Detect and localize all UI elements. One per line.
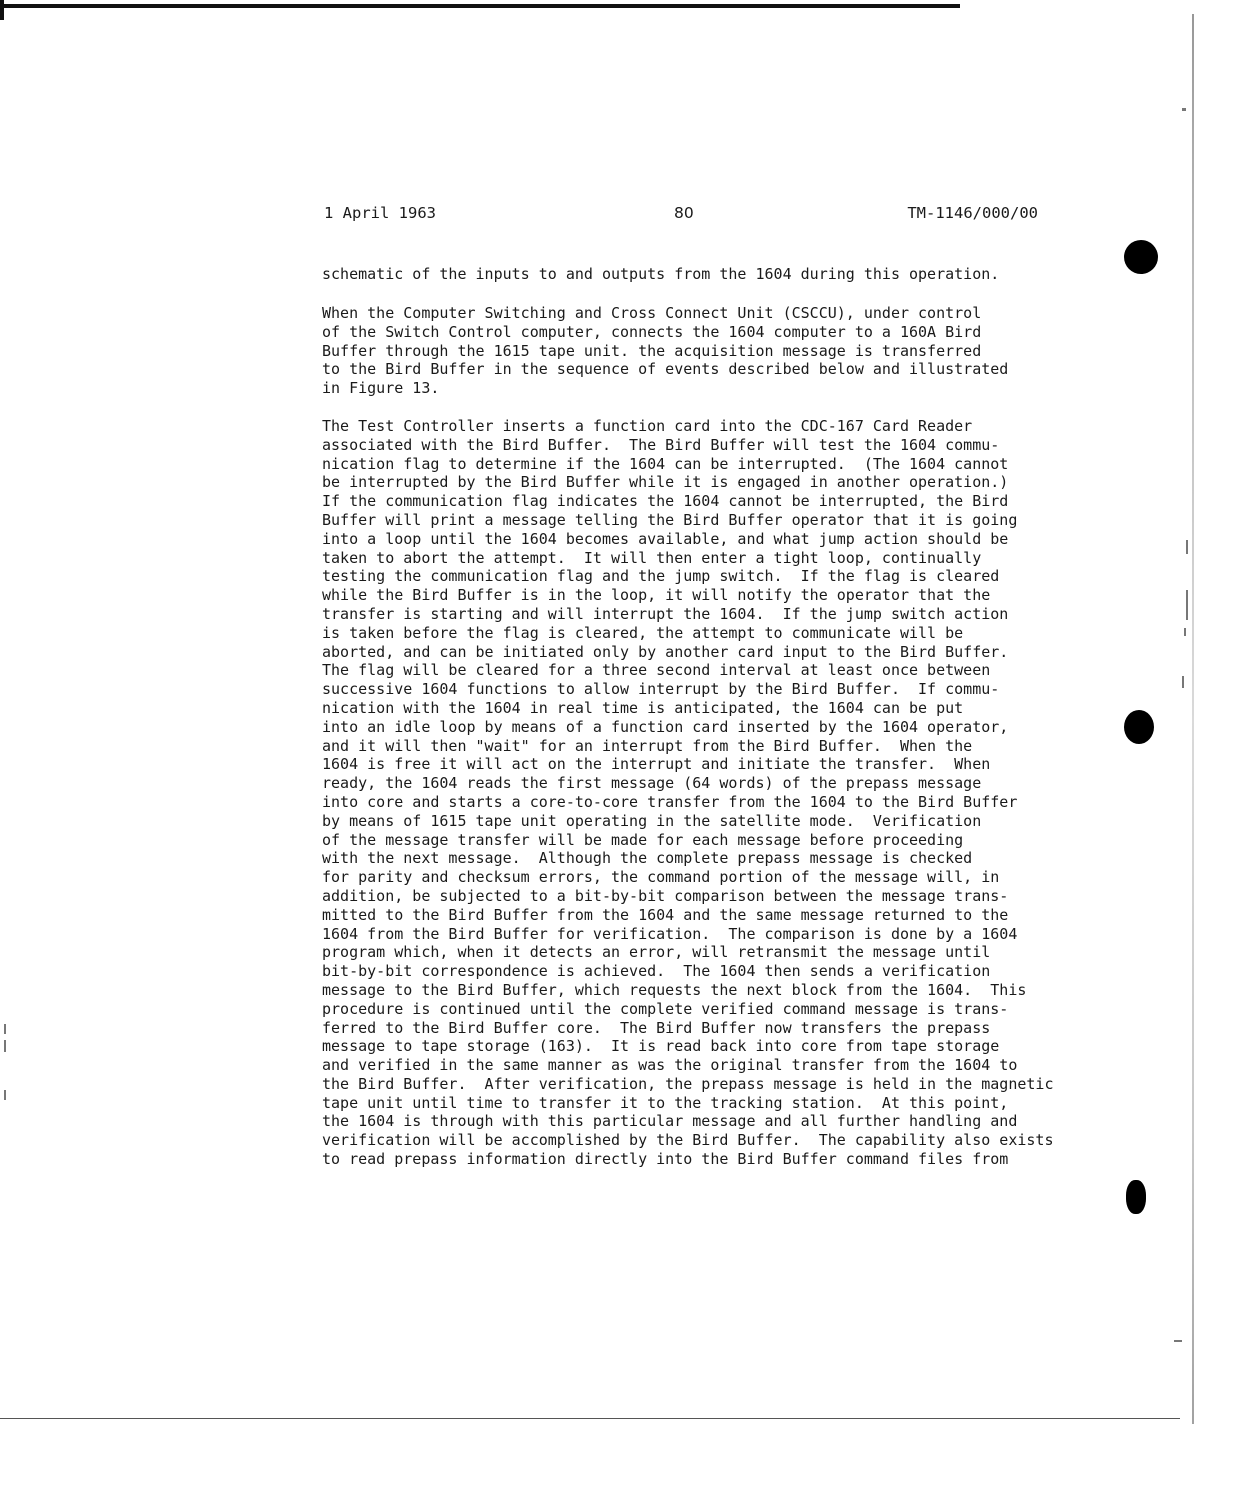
scan-corner-mark — [0, 0, 4, 20]
body-paragraph-2: When the Computer Switching and Cross Connect Unit (CSCCU), under control of the Switch Control computer, connects the 1604 computer to a 160A Bird Buffer through the 1615 tape unit. the acquisition message is transferred to the Bird Buffer in the sequence of events described below and illustrated in Figure 13. — [322, 304, 1009, 398]
body-paragraph-3: The Test Controller inserts a function card into the CDC-167 Card Reader associated with the Bird Buffer. The Bird Buffer will test the 1604 commu- nication flag to determine if the 1604 can be interrupted. (The 1604 cannot be interrupted by the Bird Buffer while it is engaged in another operation.) If the communication flag indicates the 1604 cannot be interrupted, the Bird Buffer will print a message telling the Bird Buffer operator that it is going into a loop until the 1604 becomes available, and what jump action should be taken to abort the attempt. It will then enter a tight loop, continually testing the communication flag and the jump switch. If the flag is cleared while the Bird Buffer is in the loop, it will notify the operator that the transfer is starting and will interrupt the 1604. If the jump switch action is taken before the flag is cleared, the attempt to communicate will be aborted, and can be initiated only by another card input to the Bird Buffer. The flag will be cleared for a three second interval at least once between successive 1604 functions to allow interrupt by the Bird Buffer. If commu- nication with the 1604 in real time is anticipated, the 1604 can be put into an idle loop by means of a function card inserted by the 1604 operator, and it will then "wait" for an interrupt from the Bird Buffer. When the 1604 is free it will act on the interrupt and initiate the transfer. When ready, the 1604 reads the first message (64 words) of the prepass message into core and starts a core-to-core transfer from the 1604 to the Bird Buffer by means of 1615 tape unit operating in the satellite mode. Verification of the message transfer will be made for each message before proceeding with the next message. Although the complete prepass message is checked for parity and checksum errors, the command portion of the message will, in addition, be subjected to a bit-by-bit comparison between the message trans- mitted to the Bird Buffer from the 1604 and the same message returned to the 1604 from the Bird Buffer for verification. The comparison is done by a 1604 program which, when it detects an error, will retransmit the message until bit-by-bit correspondence is achieved. The 1604 then sends a verification message to the Bird Buffer, which requests the next block from the 1604. This procedure is continued until the complete verified command message is trans- ferred to the Bird Buffer core. The Bird Buffer now transfers the prepass message to tape storage (163). It is read back into core from tape storage and verified in the same manner as was the original transfer from the 1604 to the Bird Buffer. After verification, the prepass message is held in the magnetic tape unit until time to transfer it to the tracking station. At this point, the 1604 is through with this particular message and all further handling and verification will be accomplished by the Bird Buffer. The capability also exists to read prepass information directly into the Bird Buffer command files from — [322, 417, 1054, 1169]
scan-edge-mark — [1182, 108, 1186, 111]
scan-edge-mark — [1182, 676, 1184, 688]
header-date: 1 April 1963 — [324, 204, 436, 222]
scan-edge-mark — [1174, 1340, 1182, 1342]
scan-right-edge — [1192, 14, 1194, 1424]
body-paragraph-1: schematic of the inputs to and outputs from the 1604 during this operation. — [322, 265, 1000, 283]
scan-bottom-border — [0, 1418, 1180, 1419]
punch-hole-middle — [1124, 710, 1154, 744]
page-header — [318, 204, 1038, 228]
scan-edge-mark — [4, 1040, 6, 1052]
page-number: 80 — [674, 204, 694, 222]
scan-top-border — [0, 4, 960, 8]
punch-hole-bottom — [1126, 1180, 1146, 1214]
scan-edge-mark — [1186, 590, 1188, 620]
punch-hole-top — [1124, 240, 1158, 274]
scan-edge-mark — [4, 1024, 6, 1034]
scan-edge-mark — [4, 1090, 6, 1100]
scan-edge-mark — [1184, 628, 1186, 636]
scan-edge-mark — [1186, 540, 1188, 554]
document-id: TM-1146/000/00 — [907, 204, 1038, 222]
